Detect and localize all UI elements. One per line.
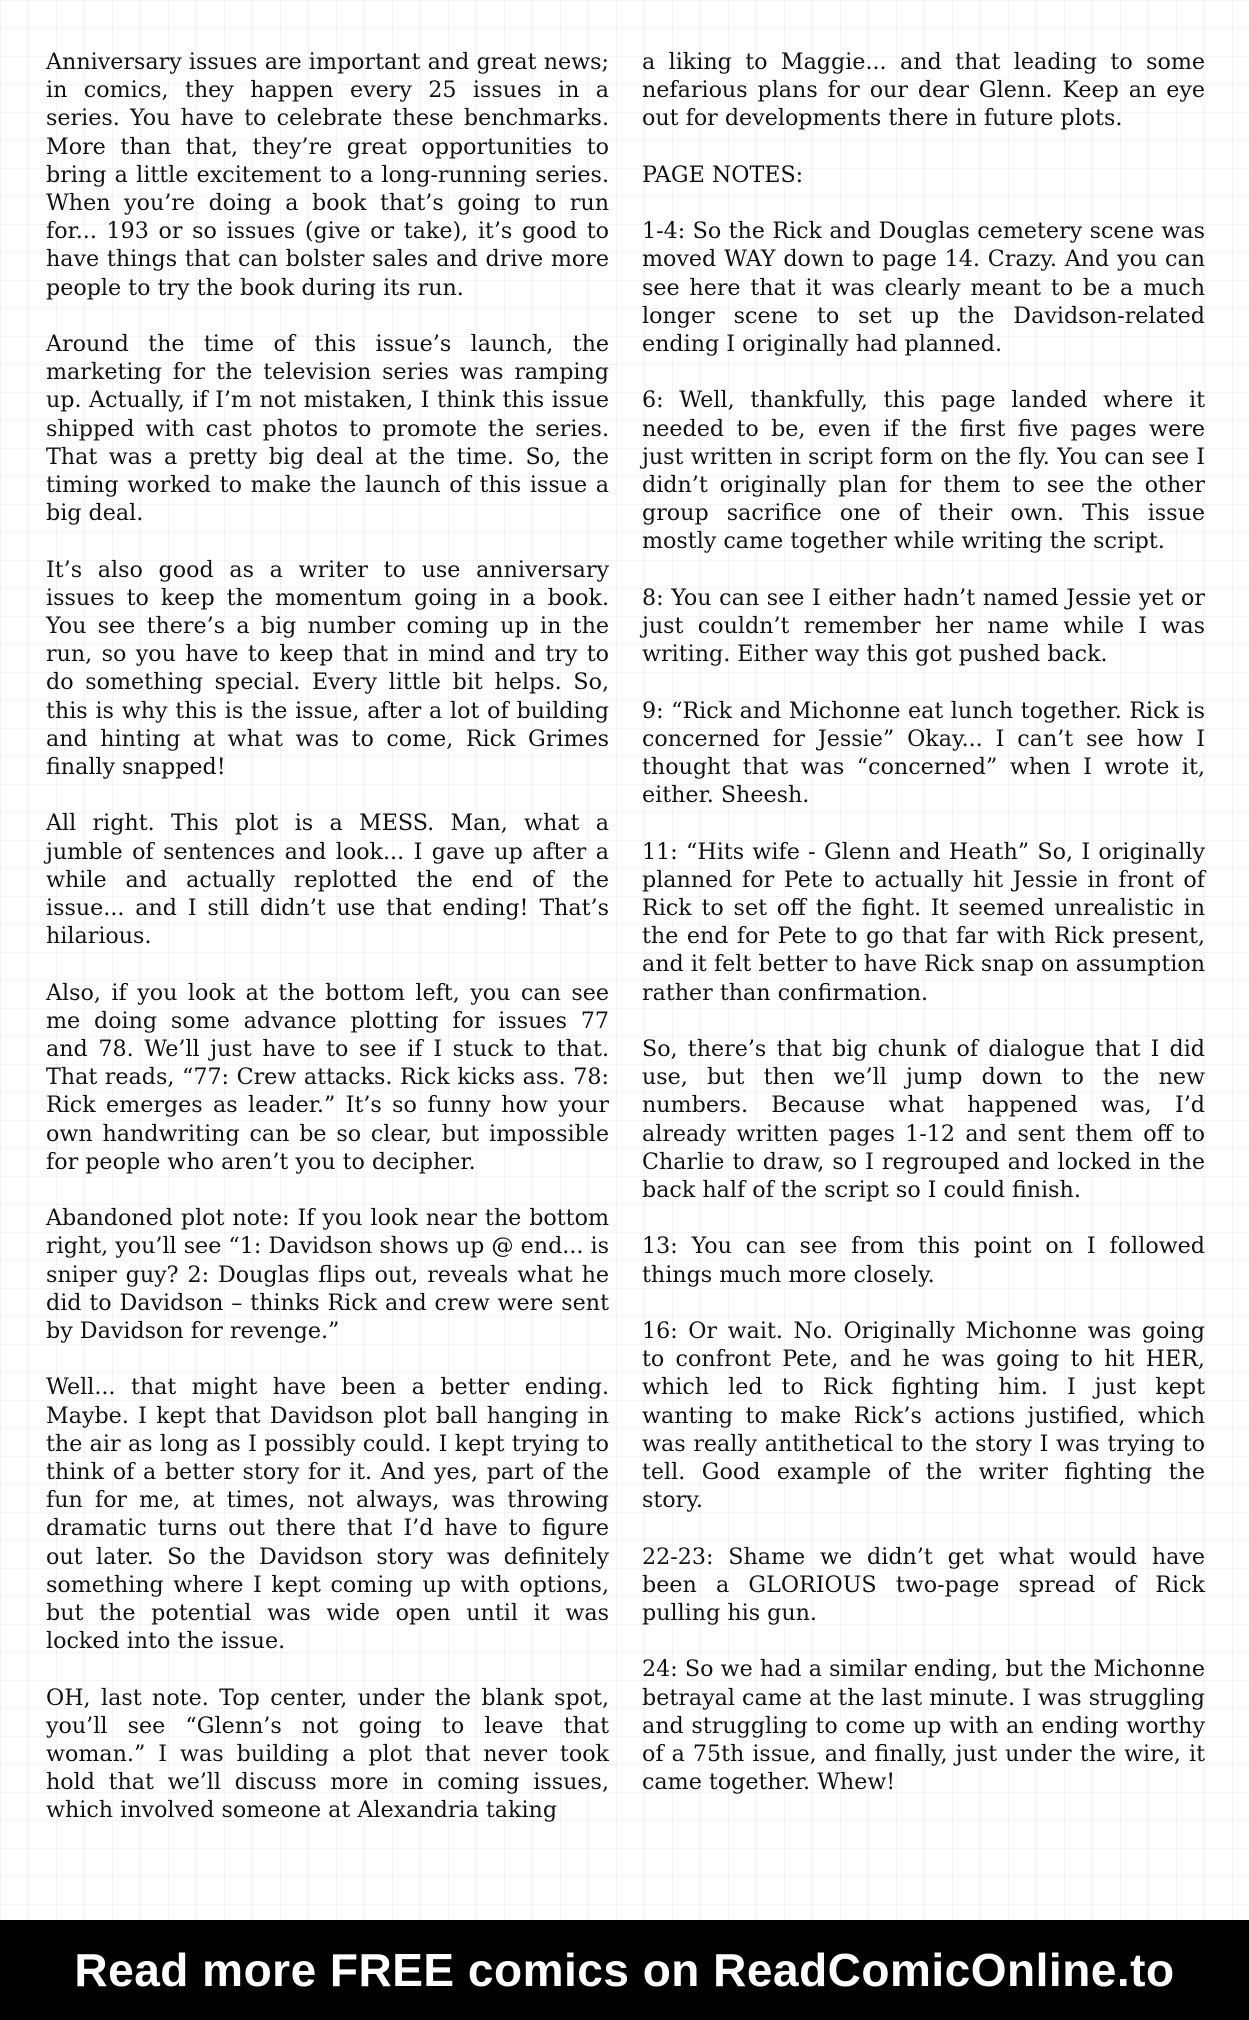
paragraph: Abandoned plot note: If you look near the bottom right, you’ll see “1: Davidson shows up @ end... is sniper guy? 2: Douglas flips out, reveals what he did to Davidson – thinks Rick and crew were sent by Davidson for revenge.”: [46, 1205, 609, 1345]
paragraph: Also, if you look at the bottom left, you can see me doing some advance plotting for issues 77 and 78. We’ll just have to see if I stuck to that. That reads, “77: Crew attacks. Rick kicks ass. 78: Rick emerges as leader.” It’s so funny how your own handwriting can be so clear, but impossible for people who aren’t you to decipher.: [46, 979, 609, 1175]
paragraph: All right. This plot is a MESS. Man, what a jumble of sentences and look... I gave up after a while and actually replotted the end of the issue... and I still didn’t use that ending! That’s hilarious.: [46, 810, 609, 950]
paragraph: Around the time of this issue’s launch, the marketing for the television series was ramping up. Actually, if I’m not mistaken, I think this issue shipped with cast photos to promote the series. That was a pretty big deal at the time. So, the timing worked to make the launch of this issue a big deal.: [46, 331, 609, 527]
paragraph: 24: So we had a similar ending, but the Michonne betrayal came at the last minute. I was struggling and struggling to come up with an ending worthy of a 75th issue, and finally, just under the wire, it came together. Whew!: [642, 1656, 1205, 1796]
paragraph: 11: “Hits wife - Glenn and Heath” So, I originally planned for Pete to actually hit Jessie in front of Rick to set off the fight. It seemed unrealistic in the end for Pete to go that far with Rick present, and it felt better to have Rick snap on assumption rather than confirmation.: [642, 838, 1205, 1006]
paragraph: 13: You can see from this point on I followed things much more closely.: [642, 1233, 1205, 1288]
promo-banner-text[interactable]: Read more FREE comics on ReadComicOnline.to: [74, 1944, 1175, 1996]
paragraph: a liking to Maggie... and that leading to some nefarious plans for our dear Glenn. Keep an eye out for developments there in future plots.: [642, 49, 1205, 132]
paragraph: 1-4: So the Rick and Douglas cemetery scene was moved WAY down to page 14. Crazy. And you can see here that it was clearly meant to be a much longer scene to set up the Davidson-related ending I originally had planned.: [642, 218, 1205, 357]
promo-banner[interactable]: [0, 1920, 1249, 2020]
paragraph: 8: You can see I either hadn’t named Jessie yet or just couldn’t remember her name while I was writing. Either way this got pushed back.: [642, 584, 1205, 668]
paragraph: OH, last note. Top center, under the blank spot, you’ll see “Glenn’s not going to leave that woman.” I was building a plot that never took hold that we’ll discuss more in coming issues, which involved someone at Alexandria taking: [46, 1684, 609, 1824]
paragraph: Well... that might have been a better ending. Maybe. I kept that Davidson plot ball hanging in the air as long as I possibly could. I kept trying to think of a better story for it. And yes, part of the fun for me, at times, not always, was throwing dramatic turns out there that I’d have to figure out later. So the Davidson story was definitely something where I kept coming up with options, but the potential was wide open until it was locked into the issue.: [46, 1374, 609, 1655]
paragraph: So, there’s that big chunk of dialogue that I did use, but then we’ll jump down to the new numbers. Because what happened was, I’d already written pages 1-12 and sent them off to Charlie to draw, so I regrouped and locked in the back half of the script so I could finish.: [642, 1036, 1205, 1204]
left-column: [46, 48, 609, 1853]
page-notes-heading: PAGE NOTES:: [642, 161, 804, 188]
right-column: [642, 48, 1205, 1825]
paragraph: 6: Well, thankfully, this page landed where it needed to be, even if the first five pages were just written in script form on the fly. You can see I didn’t originally plan for them to see the other group sacrifice one of their own. This issue mostly came together while writing the script.: [642, 387, 1205, 555]
paragraph: 9: “Rick and Michonne eat lunch together. Rick is concerned for Jessie” Okay... I can’t see how I thought that was “concerned” when I wrote it, either. Sheesh.: [642, 697, 1205, 809]
paragraph: It’s also good as a writer to use anniversary issues to keep the momentum going in a book. You see there’s a big number coming up in the run, so you have to keep that in mind and try to do something special. Every little bit helps. So, this is why this is the issue, after a lot of building and hinting at what was to come, Rick Grimes finally snapped!: [46, 556, 609, 781]
paragraph: 16: Or wait. No. Originally Michonne was going to confront Pete, and he was going to hit HER, which led to Rick fighting him. I just kept wanting to make Rick’s actions justified, which was really antithetical to the story I was trying to tell. Good example of the writer fighting the story.: [642, 1318, 1205, 1514]
paragraph: Anniversary issues are important and great news; in comics, they happen every 25 issues in a series. You have to celebrate these benchmarks. More than that, they’re great opportunities to bring a little excitement to a long-running series. When you’re doing a book that’s going to run for... 193 or so issues (give or take), it’s good to have things that can bolster sales and drive more people to try the book during its run.: [46, 49, 609, 301]
paragraph: 22-23: Shame we didn’t get what would have been a GLORIOUS two-page spread of Rick pulling his gun.: [642, 1543, 1205, 1627]
